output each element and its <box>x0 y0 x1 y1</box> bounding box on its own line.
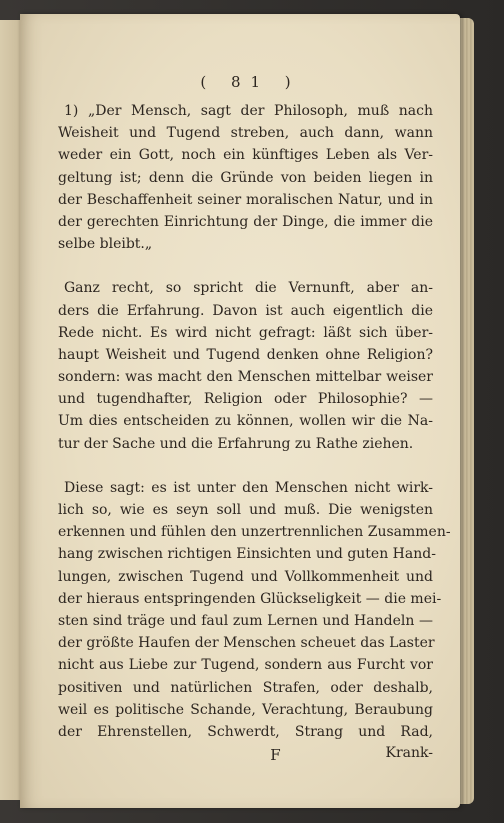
text-line: haupt Weisheit und Tugend denken ohne Religion? <box>58 346 433 363</box>
text-line: lungen, zwischen Tugend und Vollkommenheit und <box>58 568 433 585</box>
text-line: der größte Haufen der Menschen scheuet das Laster <box>58 635 435 652</box>
text-line: weil es politische Schande, Verachtung, Beraubung <box>58 701 433 718</box>
signature-mark: F <box>270 746 281 765</box>
text-line: der Beschaffenheit seiner moralischen Natur, und in <box>58 191 433 208</box>
page-footer <box>58 745 433 767</box>
text-line: der gerechten Einrichtung der Dinge, die immer die <box>58 213 433 230</box>
text-line: hang zwischen richtigen Einsichten und guten Hand- <box>58 546 436 563</box>
text-line: positiven und natürlichen Strafen, oder deshalb, <box>58 679 433 696</box>
text-line: sondern: was macht den Menschen mittelbar weiser <box>58 369 433 386</box>
text-line: und tugendhafter, Religion oder Philosophie? — <box>58 391 433 408</box>
paragraph-1 <box>58 100 433 255</box>
text-line: selbe bleibt.„ <box>58 236 153 253</box>
text-line: weder ein Gott, noch ein künftiges Leben als Ver- <box>58 147 433 164</box>
text-line: 1) „Der Mensch, sagt der Philosoph, muß nach <box>64 103 433 119</box>
text-line: Weisheit und Tugend streben, auch dann, wann <box>58 125 433 142</box>
text-line: erkennen und fühlen den unzertrennlichen Zusammen- <box>58 524 451 541</box>
text-line: nicht aus Liebe zur Tugend, sondern aus Furcht vor <box>58 657 433 674</box>
book-page <box>20 14 460 808</box>
text-line: ders die Erfahrung. Davon ist auch eigentlich die <box>58 302 433 319</box>
text-line: Diese sagt: es ist unter den Menschen nicht wirk- <box>64 479 433 496</box>
text-line: Um dies entscheiden zu können, wollen wir die Na- <box>58 413 433 430</box>
text-line: der hieraus entspringenden Glückseligkeit — die mei- <box>58 590 442 607</box>
text-line: sten sind träge und faul zum Lernen und Handeln — <box>58 612 433 629</box>
catchword: Krank- <box>385 745 433 762</box>
text-line: der Ehrenstellen, Schwerdt, Strang und Rad, <box>58 723 433 740</box>
text-line: tur der Sache und die Erfahrung zu Rathe ziehen. <box>58 435 414 452</box>
paragraph-3 <box>58 477 451 743</box>
page-number: ( 81 ) <box>200 73 301 91</box>
text-line: geltung ist; denn die Gründe von beiden liegen in <box>58 169 433 186</box>
text-line: Rede nicht. Es wird nicht gefragt: läßt sich über- <box>58 324 433 341</box>
page-text <box>58 70 451 767</box>
paragraph-2 <box>58 277 433 455</box>
text-line: Ganz recht, so spricht die Vernunft, aber an- <box>64 280 433 297</box>
text-line: lich so, wie es seyn soll und muß. Die wenigsten <box>58 502 433 518</box>
